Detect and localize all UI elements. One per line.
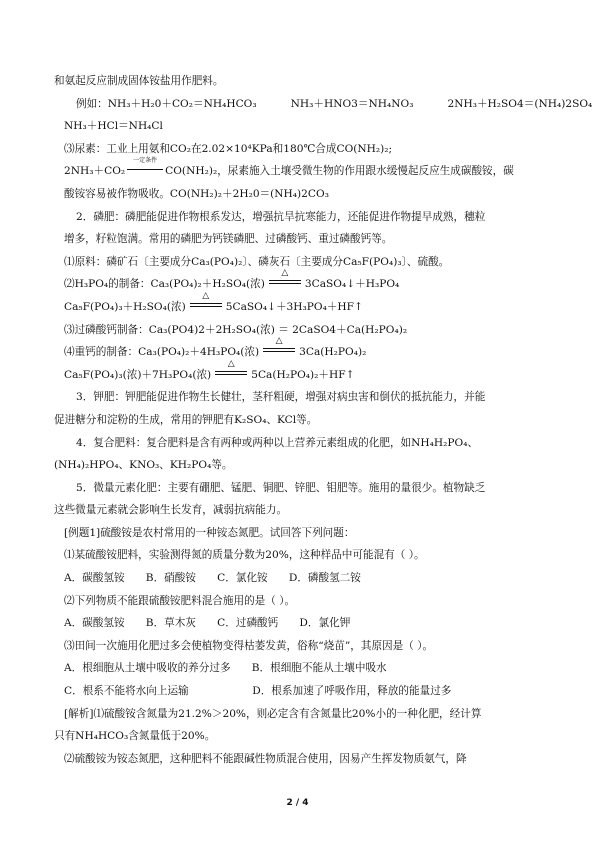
urea-equation-line: 2NH₃＋CO₂ 一定条件 CO(NH₂)₂，尿素施入土壤受微生物的作用跟水缓慢起反应生成碳酸铵，碳: [64, 157, 514, 178]
triple-superphosphate-equation-2: Ca₅F(PO₄)₃(浓)＋7H₃PO₄(浓) △ 5Ca(H₂PO₄)₂＋HF↑: [64, 358, 355, 381]
equation-nh4cl: NH₃＋HCl＝NH₄Cl: [64, 120, 163, 133]
equation-nh4no3: NH₃＋HNO3＝NH₄NO₃: [290, 97, 414, 110]
text-line: 只有NH₄HCO₃含氮量低于20%。: [54, 730, 216, 743]
question-1-options: A．碳酸氢铵 B．硝酸铵 C．氯化铵 D．磷酸氢二铵: [64, 572, 361, 585]
text-line: 促进糖分和淀粉的生成，常用的钾肥有K₂SO₄、KCl等。: [54, 413, 318, 426]
text-line: 增多，籽粒饱满。常用的磷肥为钙镁磷肥、过磷酸钙、重过磷酸钙等。: [64, 233, 393, 246]
question-3-options-cd: C．根系不能将水向上运输 D．根系加速了呼吸作用，释放的能量过多: [64, 685, 452, 698]
analysis-line: [解析]⑴硫酸铵含氮量为21.2%＞20%，则必定含有含氮量比20%小的一种化肥，经计算: [64, 707, 482, 720]
condition-arrow: 一定条件: [125, 164, 165, 178]
phosphate-heading: 2．磷肥：磷肥能促进作物根系发达，增强抗旱抗寒能力，还能促进作物提早成熟，穗粒: [76, 210, 486, 223]
question-3-options-ab: A．根细胞从土壤中吸收的养分过多 B．根细胞不能从土壤中吸水: [64, 662, 387, 675]
text-line: 和氨起反应制成固体铵盐用作肥料。: [54, 75, 224, 87]
urea-line: ⑶尿素：工业上用氨和CO₂在2.02×10⁴KPa和180℃合成CO(NH₂)₂;: [64, 142, 393, 155]
equation-nh42so4: 2NH₃＋H₂SO4＝(NH₄)2SO₄: [447, 97, 593, 110]
heat-symbol: △: [265, 277, 305, 291]
triple-superphosphate-equation: ⑷重钙的制备：Ca₃(PO₄)₂＋4H₃PO₄(浓) △ 3Ca(H₂PO₄)₂: [64, 336, 367, 359]
heat-symbol: △: [259, 345, 299, 359]
example-heading: [例题1]硫酸铵是农村常用的一种铵态氮肥。试回答下列问题：: [64, 526, 355, 539]
text-line: 酸铵容易被作物吸收。CO(NH₂)₂＋2H₂0＝(NH₄)2CO₃: [64, 187, 329, 200]
micro-heading: 5．微量元素化肥：主要有硼肥、锰肥、铜肥、锌肥、钼肥等。施用的量很少。植物缺乏: [76, 481, 486, 494]
potash-heading: 3．钾肥：钾肥能促进作物生长健壮，茎秆粗硬，增强对病虫害和倒伏的抵抗能力，并能: [76, 391, 486, 404]
h3po4-equation: ⑵H₃PO₄的制备：Ca₃(PO₄)₂＋H₂SO₄(浓) △ 3CaSO₄↓＋H₃PO₄: [64, 268, 400, 291]
compound-heading: 4．复合肥料：复合肥料是含有两种或两种以上营养元素组成的化肥，如NH₄H₂PO₄、: [76, 436, 479, 449]
raw-materials-line: ⑴原料：磷矿石〔主要成分Ca₃(PO₄)₂〕、磷灰石〔主要成分Ca₅F(PO₄)₃〕、硫酸。: [64, 255, 450, 268]
heat-symbol: △: [186, 300, 226, 314]
analysis-line-2: ⑵硫酸铵为铵态氮肥，这种肥料不能跟碱性物质混合使用，因易产生挥发物质氨气，降: [64, 752, 467, 765]
page-number: 2 / 4: [286, 798, 309, 808]
text-line: (NH₄)₂HPO₄、KNO₃、KH₂PO₄等。: [54, 459, 233, 472]
question-1: ⑴某硫酸铵肥料，实验测得氮的质量分数为20%，这种样品中可能混有（ ）。: [64, 549, 425, 562]
superphosphate-equation: ⑶过磷酸钙制备：Ca₃(PO4)2＋2H₂SO₄(浓) ＝ 2CaSO4＋Ca(H₂PO₄)₂: [64, 323, 408, 336]
heat-symbol: △: [211, 368, 251, 382]
question-3: ⑶田间一次施用化肥过多会使植物变得枯萎发黄，俗称“烧苗”，其原因是（ ）。: [64, 639, 434, 652]
ca5f-equation: Ca₅F(PO₄)₃＋H₂SO₄(浓) △ 5CaSO₄↓＋3H₃PO₄＋HF↑: [64, 290, 363, 313]
question-2-options: A．碳酸氢铵 B．草木灰 C．过磷酸钙 D．氯化钾: [64, 617, 351, 630]
document-body: [54, 70, 593, 770]
question-2: ⑵下列物质不能跟硫酸铵肥料混合施用的是（ ）。: [64, 594, 296, 607]
text-line: 这些微量元素就会影响生长发育，减弱抗病能力。: [54, 504, 288, 517]
example-equations-line: [54, 93, 593, 116]
equation-nh4hco3: 例如：NH₃＋H₂0＋CO₂＝NH₄HCO₃: [76, 97, 257, 110]
